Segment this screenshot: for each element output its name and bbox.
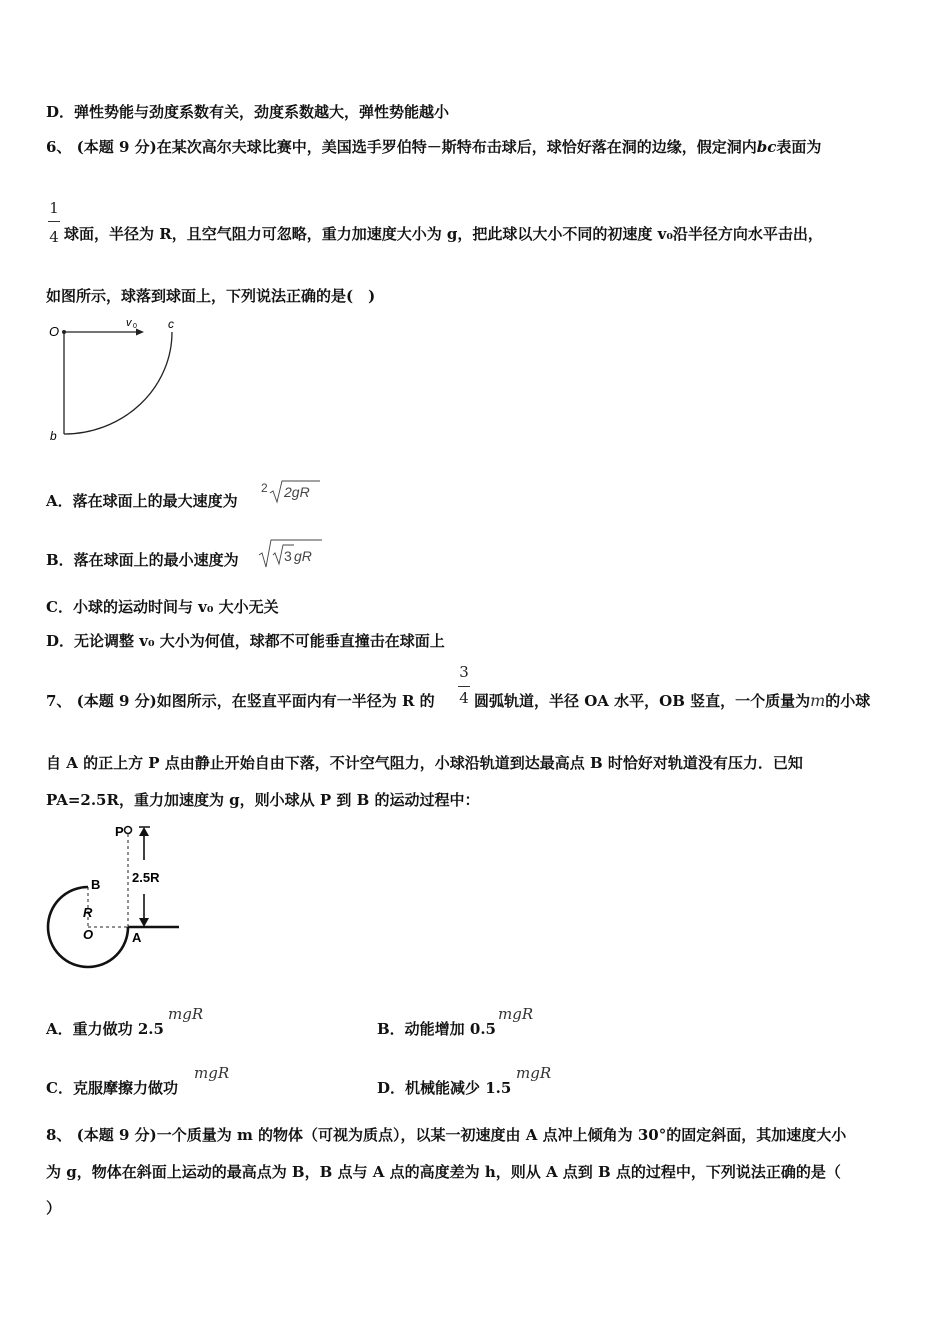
q7-dim-up-arrow-icon	[139, 827, 149, 836]
q6-option-a-formula	[260, 478, 322, 504]
q7-option-c-mgr: mgR	[194, 1064, 230, 1082]
q7-label-25r: 2.5R	[132, 870, 160, 885]
q6-fraction-bar	[48, 221, 60, 222]
q7-label-o: O	[83, 927, 94, 942]
q6-arc-bc	[64, 332, 172, 434]
q6-option-a-coef: 2	[261, 481, 268, 495]
q7-option-d: D．机械能减少 1.5	[377, 1079, 512, 1097]
q6-stem-line1	[46, 137, 821, 157]
q6-option-b-three: 3	[284, 548, 292, 564]
q6-option-a: A．落在球面上的最大速度为	[46, 492, 238, 510]
q6-label-c: c	[168, 317, 174, 331]
q6-label-o: O	[49, 324, 60, 339]
q8-stem-line2: 为 g，物体在斜面上运动的最高点为 B，B 点与 A 点的高度差为 h，则从 A 点到 B 点的过程中，下列说法正确的是（	[46, 1163, 841, 1181]
q6-option-a-radicand: 2gR	[284, 484, 310, 500]
q5-option-d: D．弹性势能与劲度系数有关，劲度系数越大，弹性势能越小	[46, 103, 450, 121]
q7-option-b: B．动能增加 0.5	[377, 1020, 496, 1038]
q8-stem-line1: 8、 (本题 9 分)一个质量为 m 的物体（可视为质点），以某一初速度由 A 点冲上倾角为 30°的固定斜面，其加速度大小	[46, 1126, 847, 1144]
q6-option-b-formula	[258, 537, 324, 571]
q6-quarter-sphere-figure	[44, 312, 194, 447]
q6-stem1-end: 表面为	[776, 138, 822, 156]
q7-option-d-mgr: mgR	[516, 1064, 552, 1082]
q7-arc-track-figure	[42, 818, 187, 973]
q7-stem1c-text: 的小球	[825, 692, 871, 710]
q7-option-a-mgr: mgR	[168, 1005, 204, 1023]
q6-point-o	[62, 330, 66, 334]
q6-fraction-numerator: 1	[49, 199, 59, 217]
q7-option-a: A．重力做功 2.5	[46, 1020, 164, 1038]
q6-stem1-text: 6、 (本题 9 分)在某次高尔夫球比赛中，美国选手罗伯特－斯特布击球后，球恰好落在洞的边缘，假定洞内	[46, 138, 757, 156]
q6-label-v0: v	[126, 317, 132, 329]
q6-option-b-radicand: gR	[294, 548, 312, 564]
q6-option-d: D．无论调整 v₀ 大小为何值，球都不可能垂直撞击在球面上	[46, 632, 445, 650]
q7-label-p: P	[115, 824, 124, 839]
q7-stem-line2: 自 A 的正上方 P 点由静止开始自由下落，不计空气阻力，小球沿轨道到达最高点 B 时恰好对轨道没有压力．已知	[46, 754, 803, 772]
q7-fraction-bar	[458, 686, 470, 687]
q8-stem-line3: ）	[46, 1199, 62, 1217]
q6-fraction-denominator: 4	[49, 228, 59, 246]
q6-stem1-var: bc	[756, 138, 777, 156]
q6-stem-line3: 如图所示，球落到球面上，下列说法正确的是( )	[46, 287, 376, 305]
q7-label-a: A	[132, 930, 142, 945]
q7-ball-p	[125, 827, 132, 834]
q7-label-b: B	[91, 877, 101, 892]
q7-dim-down-arrow-icon	[139, 918, 149, 927]
q7-option-b-mgr: mgR	[498, 1005, 534, 1023]
q7-fraction-denominator: 4	[459, 689, 469, 707]
q7-label-r: R	[83, 905, 93, 920]
q7-stem1-mass: m	[810, 691, 826, 710]
q7-stem1b-text: 圆弧轨道，半径 OA 水平，OB 竖直，一个质量为	[474, 692, 811, 710]
q6-option-c: C．小球的运动时间与 v₀ 大小无关	[46, 598, 279, 616]
q6-label-b: b	[50, 429, 57, 443]
q6-option-b: B．落在球面上的最小速度为	[46, 551, 239, 569]
q7-fraction-numerator: 3	[459, 663, 469, 681]
q7-stem-line3: PA=2.5R，重力加速度为 g，则小球从 P 到 B 的运动过程中：	[46, 791, 480, 809]
q7-stem-line1a: 7、 (本题 9 分)如图所示，在竖直平面内有一半径为 R 的	[46, 692, 435, 710]
q7-option-c: C．克服摩擦力做功	[46, 1079, 178, 1097]
q6-arrowhead-icon	[136, 329, 144, 336]
q6-label-v0-sub: 0	[133, 323, 137, 330]
q6-stem-line2: 球面，半径为 R，且空气阻力可忽略，重力加速度大小为 g，把此球以大小不同的初速度 v₀沿半径方向水平击出，	[64, 225, 823, 243]
q7-stem-line1b	[474, 691, 870, 711]
